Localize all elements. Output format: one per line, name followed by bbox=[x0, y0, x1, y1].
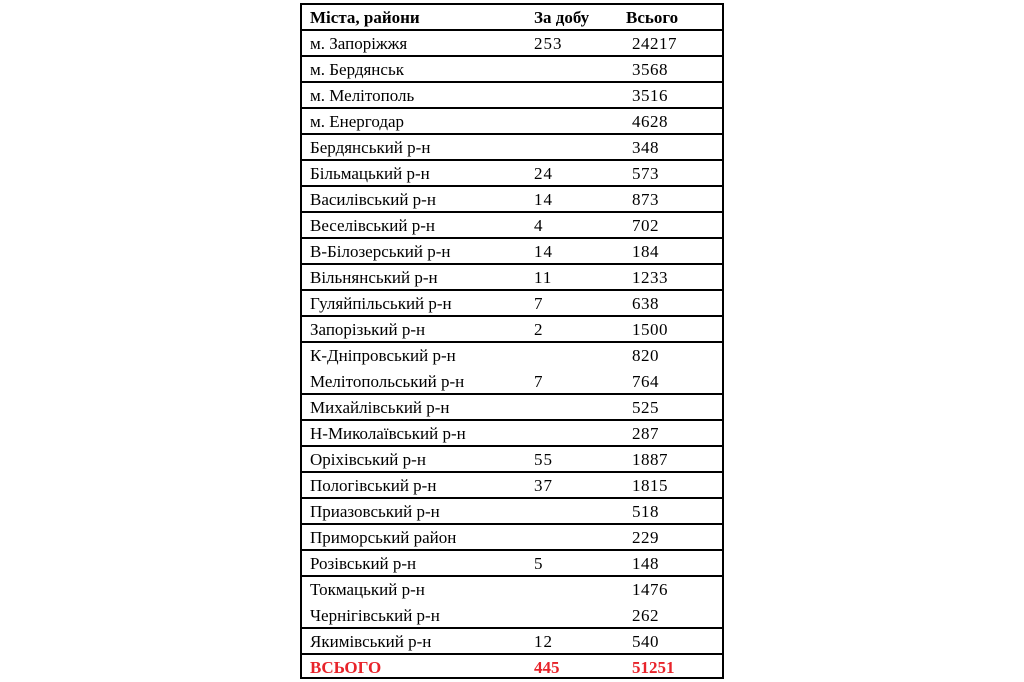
table-row bbox=[302, 135, 722, 161]
row-total: 702 bbox=[632, 216, 659, 235]
row-total: 573 bbox=[632, 164, 659, 183]
table-row bbox=[302, 343, 722, 369]
table-header-row bbox=[302, 5, 722, 31]
table-row bbox=[302, 551, 722, 577]
table-row bbox=[302, 317, 722, 343]
row-total: 4628 bbox=[632, 112, 668, 131]
header-total: Всього bbox=[626, 8, 679, 27]
total-row bbox=[302, 655, 722, 681]
row-total: 287 bbox=[632, 424, 659, 443]
row-day: 253 bbox=[534, 34, 563, 53]
row-day: 37 bbox=[534, 476, 553, 495]
row-day: 7 bbox=[534, 372, 544, 391]
table-row bbox=[302, 629, 722, 655]
row-day: 12 bbox=[534, 632, 553, 651]
table-row bbox=[302, 473, 722, 499]
row-total: 525 bbox=[632, 398, 659, 417]
row-name: Мелітопольський р-н bbox=[310, 372, 465, 391]
table-row bbox=[302, 213, 722, 239]
row-total: 148 bbox=[632, 554, 659, 573]
table-row bbox=[302, 395, 722, 421]
row-name: Приазовський р-н bbox=[310, 502, 440, 521]
row-day: 7 bbox=[534, 294, 544, 313]
table-row bbox=[302, 447, 722, 473]
row-name: Вільнянський р-н bbox=[310, 268, 438, 287]
row-name: Бердянський р-н bbox=[310, 138, 431, 157]
table-row bbox=[302, 603, 722, 629]
table-row bbox=[302, 499, 722, 525]
row-name: Чернігівський р-н bbox=[310, 606, 440, 625]
header-name: Міста, райони bbox=[310, 8, 420, 27]
table-row bbox=[302, 291, 722, 317]
row-name: м. Енергодар bbox=[310, 112, 405, 131]
row-name: Більмацький р-н bbox=[310, 164, 430, 183]
row-total: 3568 bbox=[632, 60, 668, 79]
row-name: Оріхівський р-н bbox=[310, 450, 426, 469]
row-name: Веселівський р-н bbox=[310, 216, 436, 235]
row-name: К-Дніпровський р-н bbox=[310, 346, 456, 365]
table-row bbox=[302, 369, 722, 395]
row-day: 5 bbox=[534, 554, 544, 573]
row-name: Н-Миколаївський р-н bbox=[310, 424, 466, 443]
table-row bbox=[302, 577, 722, 603]
row-total: 262 bbox=[632, 606, 659, 625]
row-total: 764 bbox=[632, 372, 659, 391]
row-name: м. Мелітополь bbox=[310, 86, 415, 105]
table-row bbox=[302, 31, 722, 57]
table-row bbox=[302, 187, 722, 213]
table-row bbox=[302, 83, 722, 109]
row-name: Запорізький р-н bbox=[310, 320, 426, 339]
row-total: 1233 bbox=[632, 268, 668, 287]
row-name: Приморський район bbox=[310, 528, 457, 547]
row-total: 638 bbox=[632, 294, 659, 313]
row-day: 14 bbox=[534, 190, 553, 209]
total-day: 445 bbox=[534, 658, 560, 677]
row-day: 2 bbox=[534, 320, 544, 339]
row-name: Гуляйпільський р-н bbox=[310, 294, 452, 313]
row-name: Василівський р-н bbox=[310, 190, 436, 209]
table-row bbox=[302, 239, 722, 265]
table-row bbox=[302, 109, 722, 135]
row-name: Розівський р-н bbox=[310, 554, 417, 573]
row-total: 1476 bbox=[632, 580, 668, 599]
total-value: 51251 bbox=[632, 658, 675, 677]
row-total: 540 bbox=[632, 632, 659, 651]
row-day: 55 bbox=[534, 450, 553, 469]
row-total: 3516 bbox=[632, 86, 668, 105]
row-total: 1887 bbox=[632, 450, 668, 469]
row-day: 14 bbox=[534, 242, 553, 261]
row-day: 11 bbox=[534, 268, 553, 287]
row-total: 229 bbox=[632, 528, 659, 547]
row-total: 348 bbox=[632, 138, 659, 157]
row-day: 24 bbox=[534, 164, 553, 183]
row-name: Пологівський р-н bbox=[310, 476, 437, 495]
table-row bbox=[302, 421, 722, 447]
row-name: Якимівський р-н bbox=[310, 632, 432, 651]
row-name: м. Запоріжжя bbox=[310, 34, 408, 53]
row-name: Михайлівський р-н bbox=[310, 398, 450, 417]
row-name: м. Бердянськ bbox=[310, 60, 404, 79]
row-total: 1815 bbox=[632, 476, 668, 495]
header-day: За добу bbox=[534, 8, 590, 27]
row-total: 184 bbox=[632, 242, 659, 261]
row-day: 4 bbox=[534, 216, 544, 235]
row-total: 1500 bbox=[632, 320, 668, 339]
table-row bbox=[302, 525, 722, 551]
row-total: 24217 bbox=[632, 34, 677, 53]
row-total: 820 bbox=[632, 346, 659, 365]
table-row bbox=[302, 265, 722, 291]
row-name: Токмацький р-н bbox=[310, 580, 425, 599]
table-row bbox=[302, 161, 722, 187]
table-row bbox=[302, 57, 722, 83]
row-name: В-Білозерський р-н bbox=[310, 242, 451, 261]
stats-table bbox=[300, 3, 724, 679]
row-total: 518 bbox=[632, 502, 659, 521]
row-total: 873 bbox=[632, 190, 659, 209]
total-label: ВСЬОГО bbox=[310, 658, 382, 677]
